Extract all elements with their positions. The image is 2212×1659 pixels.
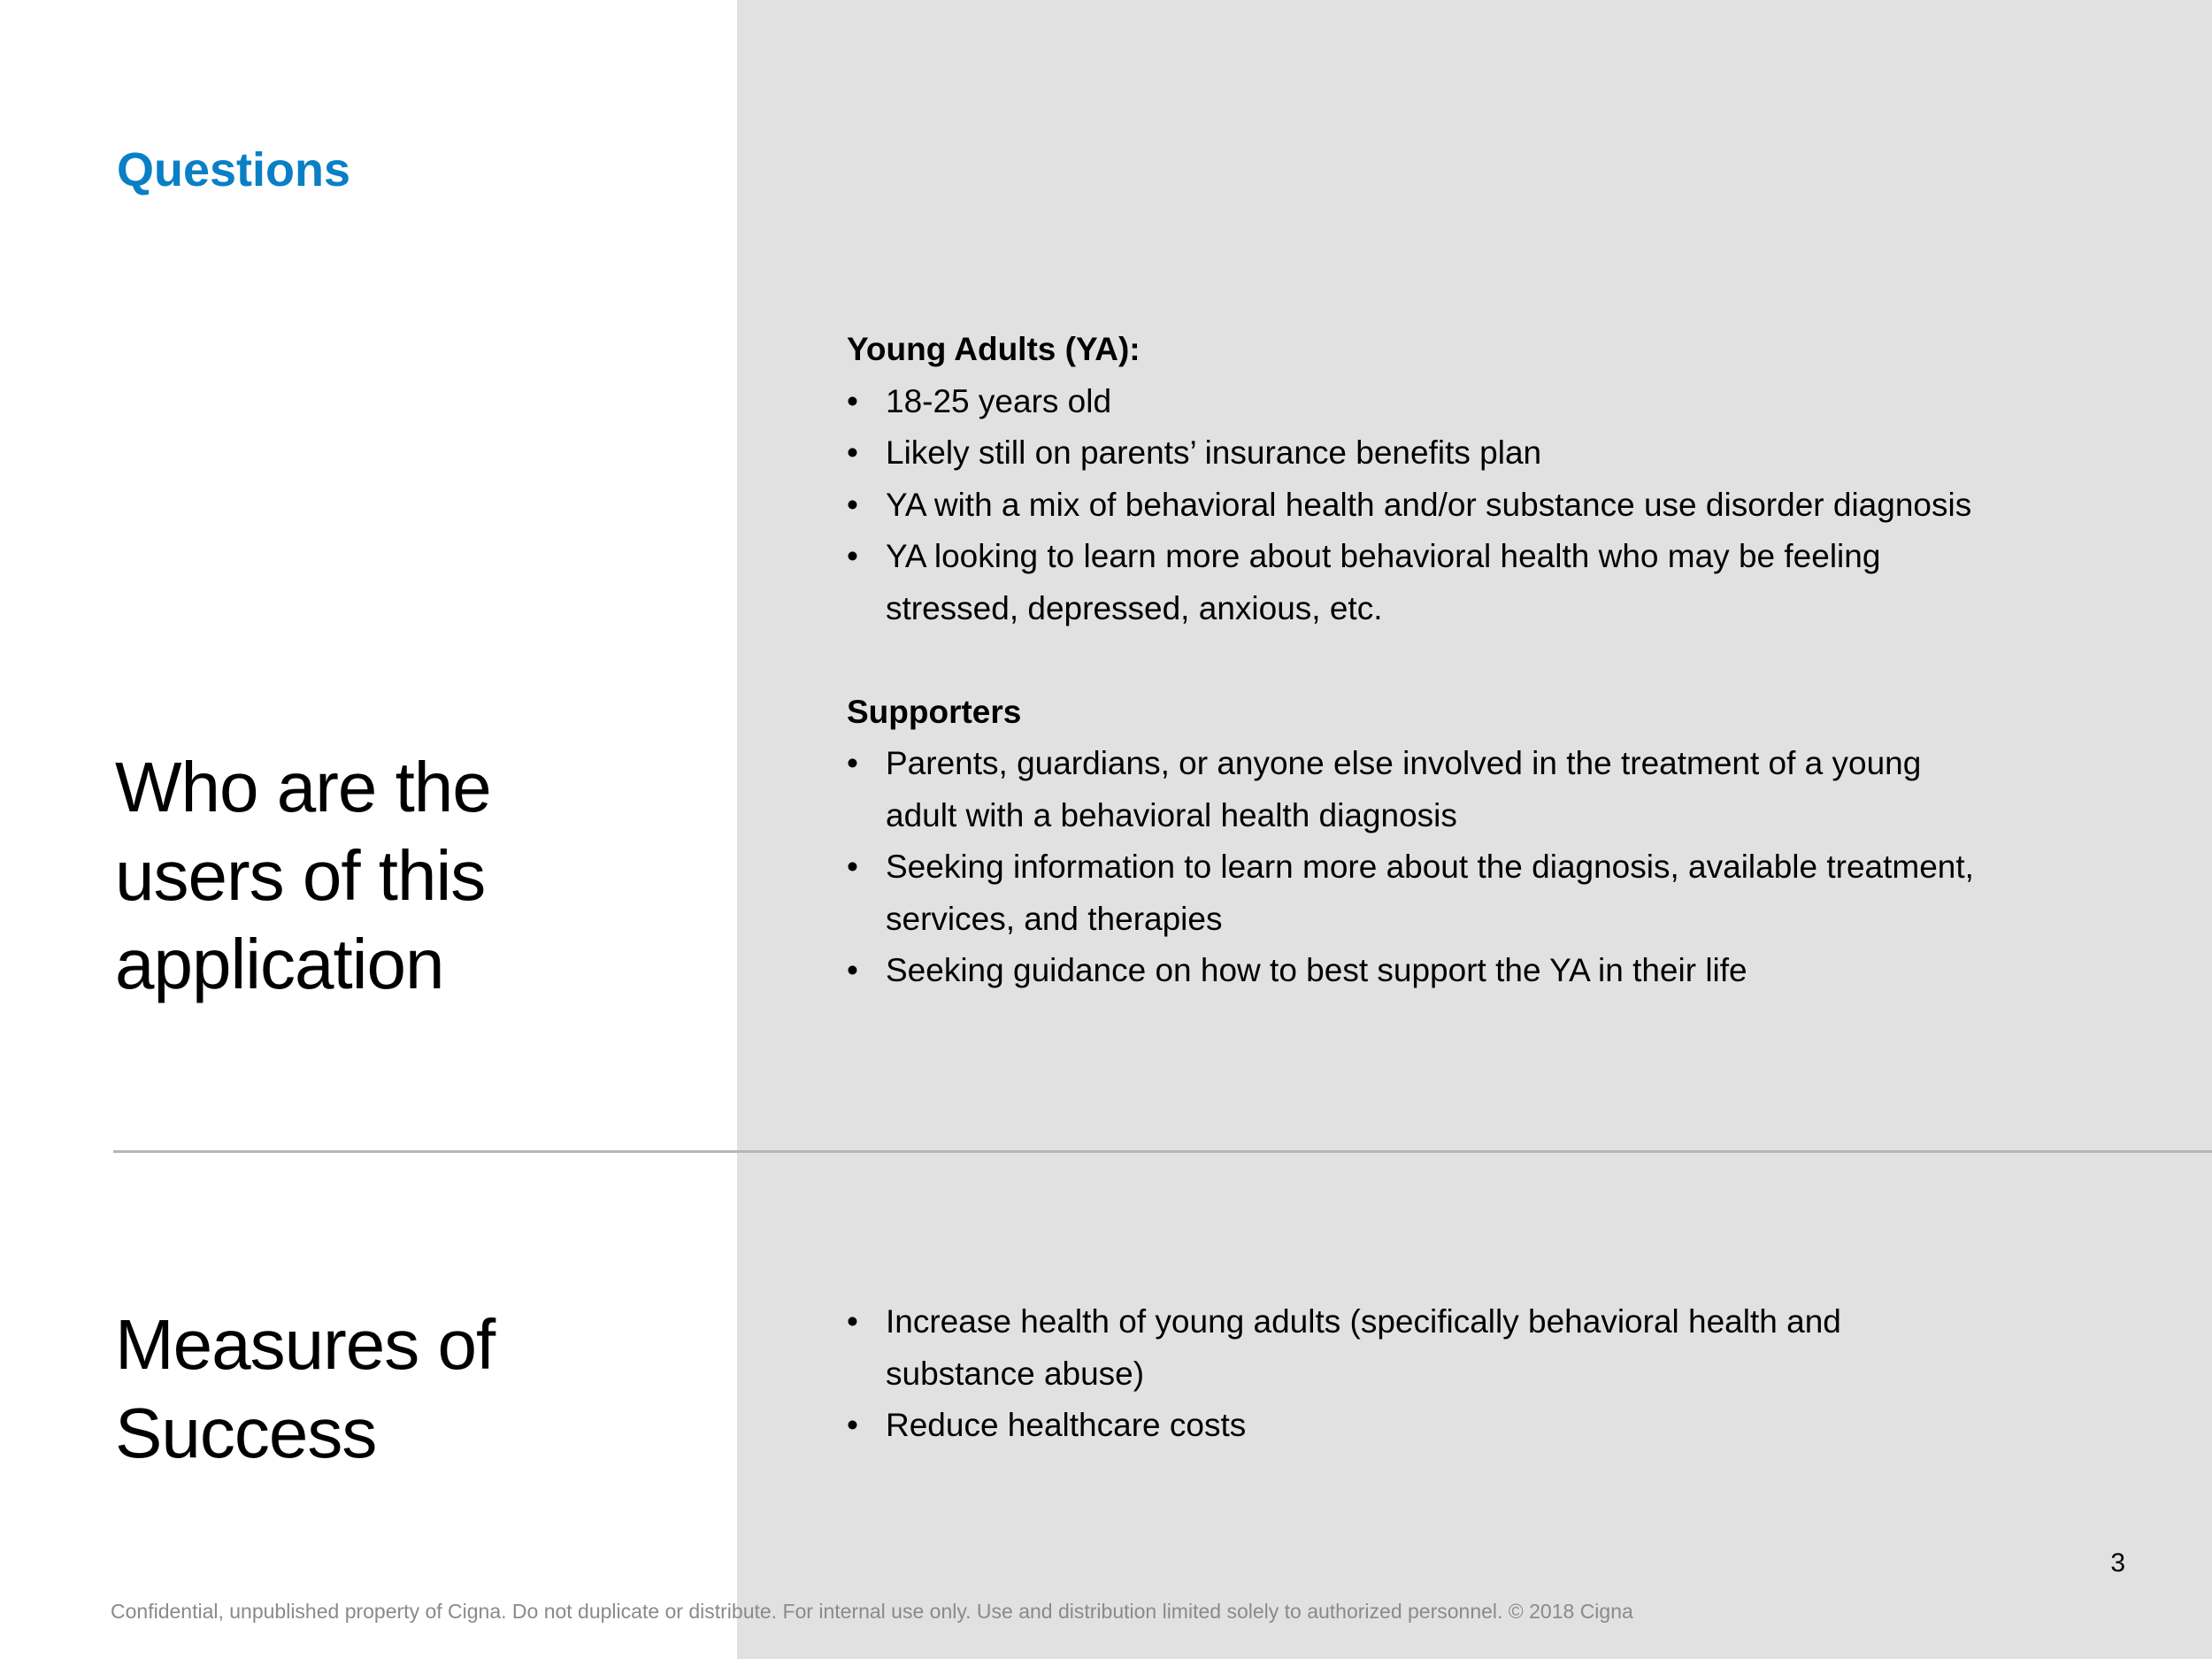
- bullet-icon: •: [847, 382, 858, 419]
- list-item-text: 18-25 years old: [886, 382, 1112, 419]
- young-adults-title: Young Adults (YA):: [847, 331, 1141, 367]
- bullet-icon: •: [847, 538, 858, 574]
- list-item-text: YA looking to learn more about behavioral health who may be feeling stressed, depressed, anxious, etc.: [886, 538, 1881, 626]
- list-item-text: Increase health of young adults (specifically behavioral health and substance abuse): [886, 1303, 1841, 1392]
- list-item: [847, 945, 1997, 997]
- bullet-icon: •: [847, 849, 858, 885]
- measures-list: [847, 1296, 1997, 1452]
- bullet-icon: •: [847, 1407, 858, 1443]
- bullet-icon: •: [847, 486, 858, 523]
- list-item: [847, 841, 1997, 945]
- measures-answer: [847, 1296, 1997, 1452]
- users-question-heading: Who are the users of this application: [115, 748, 491, 1003]
- list-item-text: YA with a mix of behavioral health and/or substance use disorder diagnosis: [886, 486, 1972, 523]
- bullet-icon: •: [847, 1303, 858, 1340]
- bullet-icon: •: [847, 434, 858, 471]
- list-item: [847, 480, 1997, 532]
- list-item: [847, 531, 1997, 634]
- list-item-text: Parents, guardians, or anyone else involved in the treatment of a young adult with a behavioral health diagnosis: [886, 745, 1922, 833]
- young-adults-list: [847, 376, 1997, 635]
- list-item: [847, 1400, 1997, 1452]
- list-item: [847, 1296, 1997, 1400]
- bullet-icon: •: [847, 952, 858, 988]
- list-item: [847, 738, 1997, 841]
- confidentiality-footer: Confidential, unpublished property of Cigna. Do not duplicate or distribute. For internal use only. Use and distribution limited solely to authorized personnel. © 2018 Cigna: [111, 1600, 1633, 1623]
- list-item-text: Seeking information to learn more about the diagnosis, available treatment, services, and therapies: [886, 849, 1974, 937]
- supporters-group: [847, 687, 1997, 997]
- supporters-list: [847, 738, 1997, 997]
- list-item: [847, 427, 1997, 480]
- young-adults-group: [847, 324, 1997, 634]
- supporters-title: Supporters: [847, 693, 1022, 730]
- page-number: 3: [2110, 1548, 2125, 1578]
- list-item-text: Likely still on parents’ insurance benefits plan: [886, 434, 1542, 471]
- users-answer: [847, 324, 1997, 997]
- bullet-icon: •: [847, 745, 858, 781]
- list-item: [847, 376, 1997, 428]
- measures-question-heading: Measures of Success: [115, 1305, 495, 1472]
- section-divider: [113, 1150, 2212, 1153]
- page-title: Questions: [117, 143, 351, 196]
- list-item-text: Seeking guidance on how to best support the YA in their life: [886, 952, 1747, 988]
- list-item-text: Reduce healthcare costs: [886, 1407, 1247, 1443]
